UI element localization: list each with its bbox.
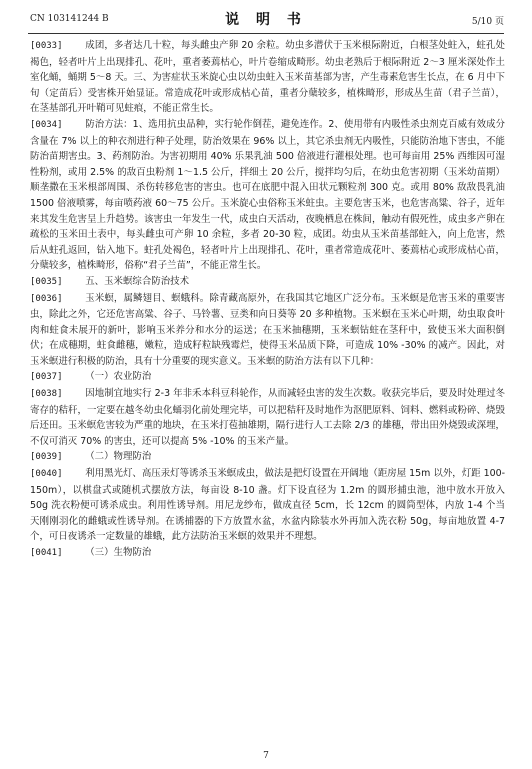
paragraph-text: 因地制宜地实行 2-3 年非禾本科豆科轮作，从而减轻虫害的发生次数。收获完毕后，要及时处理过冬寄存的秸秆，一定要在越冬幼虫化蛹羽化前处理完毕，可以把秸秆及时地作为沤肥原料、饲料、燃料或粉碎、烧毁后还田。玉米螟危害较为严重的地块，在玉米打苞抽雄期，隔行进行人工去除 2/3 的雄穗，带出田外烧毁或深埋，不仅可消灭 70% 的害虫，还可以提高 5% -10% 的玉米产量。 (30, 388, 505, 447)
paragraph-text: 五、玉米螟综合防治技术 (85, 275, 190, 287)
document-body (30, 38, 505, 562)
section-heading (30, 449, 505, 466)
page-title: 说 明 书 (225, 12, 307, 28)
section-heading (30, 545, 505, 562)
paragraph-number: [0034] (30, 119, 63, 130)
paragraph-number: [0036] (30, 293, 63, 304)
paragraph (30, 117, 505, 274)
header-divider (28, 33, 504, 34)
paragraph-number: [0038] (30, 389, 63, 400)
patent-number: CN 103141244 B (30, 14, 109, 24)
paragraph-text: 成团，多者达几十粒，每头雌虫产卵 20 余粒。幼虫多潜伏于玉米根际附近，白根茎处蛀入，蛀孔处褐色，轻者叶片上出现排孔、花叶，重者萎蔫枯心，叶片卷缩成畸形。幼虫老熟后于根际附近 2～3 厘米深处作土室化蛹，蛹期 5～8 天。三、为害症状玉米旋心虫以幼虫蛀入玉米苗基部为害，产生毒素危害生长点，在 6 月中下旬（定苗后）受害株开始显证。常造成花叶或形成枯心苗，重者分蘖较多，植株畸形，形成丛生苗（君子兰苗），在茎基部孔开叶鞘可见蛀痕，不能正常生长。 (30, 40, 505, 115)
page-header (0, 0, 532, 36)
paragraph-number: [0041] (30, 548, 63, 558)
paragraph-number: [0039] (30, 452, 63, 463)
paragraph-number: [0037] (30, 372, 63, 383)
paragraph-number: [0035] (30, 276, 63, 287)
paragraph (30, 291, 505, 370)
paragraph (30, 466, 505, 545)
paragraph (30, 38, 505, 117)
paragraph-text: （一）农业防治 (85, 371, 152, 383)
paragraph-text: 利用黑光灯、高压汞灯等诱杀玉米螟成虫，做法是把灯设置在开阔地（距房屋 15m 以外，灯距 100-150m），以棋盘式或随机式摆放方法，每亩设 8-10 盏。灯下设直径为 1.2m 的圆形捕虫池，池中放水开放入 50g 洗衣粉便可诱杀成虫。利用性诱导剂。用尼龙纱布，做成直径 5cm，长 12cm 的圆筒型体，内放 1-4 个当天刚刚羽化的雌蛾或性诱导剂。在诱捕器的下方放置水盆，水盆内除装水外再加入洗衣粉 50g，每亩地放置 4-7 个，可日夜诱杀一定数量的雄蛾，此方法防治玉米螟的效果并不理想。 (30, 468, 505, 543)
paragraph-number: [0040] (30, 469, 63, 480)
paragraph-number: [0033] (30, 41, 63, 51)
section-heading (30, 369, 505, 386)
paragraph (30, 386, 505, 449)
paragraph-text: 防治方法：1、选用抗虫品种，实行轮作倒茬，避免连作。2、使用带有内吸性杀虫剂克百威有效成分含量在 7% 以上的种衣剂进行种子处理，防治效果在 96% 以上，其它杀虫剂无内吸性，只能防治地下害虫，不能防治苗期害虫。3、药剂防治。为害初期用 40% 乐果乳油 500 倍液进行灌根处理。也可每亩用 25% 西维因可湿性粉剂，或用 2.5% 的敌百虫粉剂 1～1.5 公斤，拌细土 20 公斤，搅拌均匀后，在幼虫危害初期（玉米幼苗期）顺垄撒在玉米根部周围、杀伤转移危害的害虫。也可在底肥中混入田状元颗粒剂 300 克。或用 80% 敌敌畏乳油 1500 倍液喷雾，每亩喷药液 60～75 公斤。玉米旋心虫俗称玉米蛀虫。主要危害玉米，也危害高粱、谷子，近年来其发生危害呈上升趋势。该害虫一年发生一代，成虫白天活动，夜晚栖息在株间，触动有假死性，成虫多产卵在疏松的玉米田土表中，每头雌虫可产卵 10 余粒，多者 20-30 粒，成团。幼虫从玉米苗基部蛀入，向上危害，然后从蛀孔返回，钻入地下。蛀孔处褐色，轻者叶片上出现排孔、花叶，重者常造成花叶、萎蔫枯心或形成枯心苗，分蘖较多，植株畸形，俗称“君子兰苗”，不能正常生长。 (30, 118, 505, 272)
page-indicator: 5/10 页 (471, 17, 504, 27)
paragraph-text: 玉米螟，属鳞翅目、螟蛾科。除青藏高原外，在我国其它地区广泛分布。玉米螟是危害玉米的重要害虫，除此之外，它还危害高粱、谷子、马铃薯、豆类和向日葵等 20 多种植物。玉米螟在玉米心叶期，幼虫取食叶肉和蛀食未展开的新叶，影响玉米养分和水分的运送；在玉米抽穗期，玉米螟钻蛀在茎秆中，致使玉米大面积倒伏；在成穗期，蛀食雌穗，嫩粒，造成籽粒缺残霉烂，使得玉米品质下降，可造成 10% -30% 的减产。因此，对玉米螟进行积极的防治，具有十分重要的现实意义。玉米螟的防治方法有以下几种： (30, 292, 505, 367)
section-heading (30, 274, 505, 291)
page-number: 7 (263, 751, 269, 761)
paragraph-text: （二）物理防治 (85, 451, 152, 463)
paragraph-text: （三）生物防治 (85, 547, 152, 558)
